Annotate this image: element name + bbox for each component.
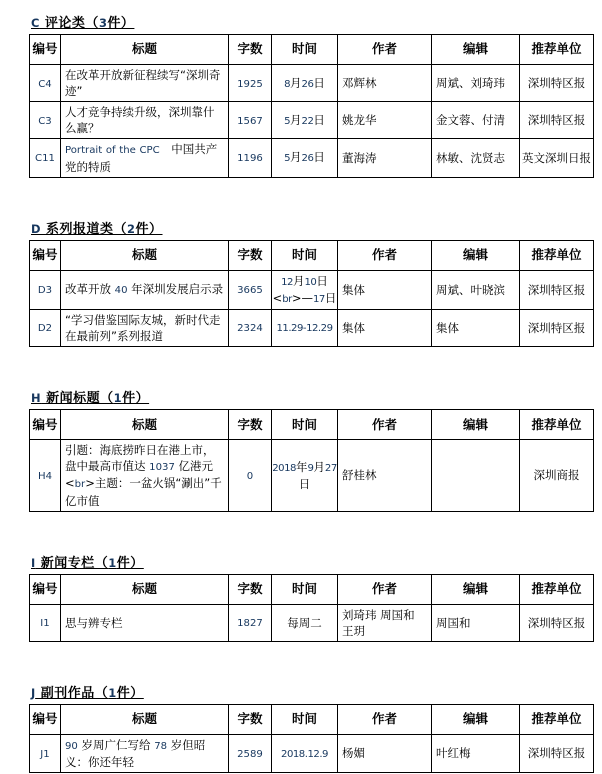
column-header: 编号 bbox=[30, 35, 61, 65]
cell-recommending-unit: 深圳特区报 bbox=[520, 65, 594, 102]
cell-recommending-unit: 深圳特区报 bbox=[520, 102, 594, 139]
cell-number: H4 bbox=[30, 440, 61, 512]
cell-title: 改革开放 40 年深圳发展启示录 bbox=[61, 270, 229, 309]
column-header: 推荐单位 bbox=[520, 704, 594, 734]
cell-word-count: 0 bbox=[229, 440, 272, 512]
cell-number: D3 bbox=[30, 270, 61, 309]
cell-title: Portrait of the CPC 中国共产党的特质 bbox=[61, 139, 229, 177]
column-header: 字数 bbox=[229, 410, 272, 440]
cell-time: 2018年9月27日 bbox=[272, 440, 338, 512]
cell-author: 姚龙华 bbox=[338, 102, 432, 139]
column-header: 时间 bbox=[272, 410, 338, 440]
column-header: 作者 bbox=[338, 240, 432, 270]
cell-word-count: 2589 bbox=[229, 734, 272, 772]
cell-time: 每周二 bbox=[272, 604, 338, 641]
column-header: 时间 bbox=[272, 704, 338, 734]
cell-number: C4 bbox=[30, 65, 61, 102]
cell-editor: 周国和 bbox=[432, 604, 520, 641]
cell-time: 5月22日 bbox=[272, 102, 338, 139]
section bbox=[29, 552, 594, 642]
cell-editor: 金文蓉、付清 bbox=[432, 102, 520, 139]
column-header: 作者 bbox=[338, 410, 432, 440]
cell-author: 邓辉林 bbox=[338, 65, 432, 102]
column-header: 标题 bbox=[61, 410, 229, 440]
cell-author: 董海涛 bbox=[338, 139, 432, 177]
column-header: 编号 bbox=[30, 704, 61, 734]
awards-table bbox=[29, 34, 594, 178]
column-header: 字数 bbox=[229, 574, 272, 604]
table-row bbox=[30, 734, 594, 772]
column-header: 编辑 bbox=[432, 574, 520, 604]
cell-number: J1 bbox=[30, 734, 61, 772]
table-row bbox=[30, 440, 594, 512]
cell-editor: 周斌、刘琦玮 bbox=[432, 65, 520, 102]
section bbox=[29, 682, 594, 773]
cell-author: 集体 bbox=[338, 270, 432, 309]
section-heading-H: H 新闻标题（1件） bbox=[31, 391, 150, 407]
column-header: 标题 bbox=[61, 240, 229, 270]
cell-title: 引题：海底捞昨日在港上市，盘中最高市值达 1037 亿港元<br>主题：一盆火锅“涮出”千亿市值 bbox=[61, 440, 229, 512]
cell-word-count: 1827 bbox=[229, 604, 272, 641]
column-header: 编辑 bbox=[432, 704, 520, 734]
cell-word-count: 3665 bbox=[229, 270, 272, 309]
cell-author: 刘琦玮 周国和 王玥 bbox=[338, 604, 432, 641]
section bbox=[29, 12, 594, 178]
cell-editor: 叶红梅 bbox=[432, 734, 520, 772]
table-row bbox=[30, 309, 594, 346]
cell-author: 集体 bbox=[338, 309, 432, 346]
table-header-row bbox=[30, 574, 594, 604]
cell-time: 5月26日 bbox=[272, 139, 338, 177]
column-header: 编号 bbox=[30, 240, 61, 270]
cell-editor: 林敏、沈贤志 bbox=[432, 139, 520, 177]
column-header: 标题 bbox=[61, 704, 229, 734]
section-heading-D: D 系列报道类（2件） bbox=[31, 221, 163, 237]
cell-recommending-unit: 深圳特区报 bbox=[520, 604, 594, 641]
cell-time: 12月10日<br>—17日 bbox=[272, 270, 338, 309]
table-row bbox=[30, 102, 594, 139]
column-header: 编号 bbox=[30, 410, 61, 440]
cell-recommending-unit: 深圳商报 bbox=[520, 440, 594, 512]
table-row bbox=[30, 270, 594, 309]
column-header: 作者 bbox=[338, 704, 432, 734]
column-header: 时间 bbox=[272, 240, 338, 270]
cell-word-count: 2324 bbox=[229, 309, 272, 346]
cell-title: 人才竞争持续升级，深圳靠什么赢？ bbox=[61, 102, 229, 139]
cell-word-count: 1567 bbox=[229, 102, 272, 139]
cell-number: D2 bbox=[30, 309, 61, 346]
cell-time: 8月26日 bbox=[272, 65, 338, 102]
column-header: 推荐单位 bbox=[520, 574, 594, 604]
column-header: 编号 bbox=[30, 574, 61, 604]
column-header: 字数 bbox=[229, 240, 272, 270]
column-header: 推荐单位 bbox=[520, 410, 594, 440]
awards-table bbox=[29, 240, 594, 348]
awards-table bbox=[29, 704, 594, 773]
cell-title: 思与辨专栏 bbox=[61, 604, 229, 641]
column-header: 标题 bbox=[61, 35, 229, 65]
section-heading-I: I 新闻专栏（1件） bbox=[31, 555, 144, 571]
cell-editor bbox=[432, 440, 520, 512]
cell-number: C11 bbox=[30, 139, 61, 177]
column-header: 字数 bbox=[229, 35, 272, 65]
column-header: 时间 bbox=[272, 574, 338, 604]
cell-editor: 集体 bbox=[432, 309, 520, 346]
column-header: 时间 bbox=[272, 35, 338, 65]
section bbox=[29, 387, 594, 512]
column-header: 编辑 bbox=[432, 240, 520, 270]
awards-table bbox=[29, 409, 594, 512]
cell-recommending-unit: 深圳特区报 bbox=[520, 734, 594, 772]
table-row bbox=[30, 65, 594, 102]
column-header: 编辑 bbox=[432, 35, 520, 65]
table-header-row bbox=[30, 35, 594, 65]
cell-title: 90 岁周广仁写给 78 岁但昭义：你还年轻 bbox=[61, 734, 229, 772]
cell-time: 11.29-12.29 bbox=[272, 309, 338, 346]
section-heading-J: J 副刊作品（1件） bbox=[31, 685, 144, 701]
column-header: 字数 bbox=[229, 704, 272, 734]
column-header: 作者 bbox=[338, 35, 432, 65]
cell-number: C3 bbox=[30, 102, 61, 139]
table-row bbox=[30, 604, 594, 641]
section-heading-C: C 评论类（3件） bbox=[31, 16, 135, 31]
table-header-row bbox=[30, 704, 594, 734]
cell-title: 在改革开放新征程续写“深圳奇迹” bbox=[61, 65, 229, 102]
column-header: 编辑 bbox=[432, 410, 520, 440]
column-header: 标题 bbox=[61, 574, 229, 604]
cell-title: “学习借鉴国际友城，新时代走在最前列”系列报道 bbox=[61, 309, 229, 346]
awards-table bbox=[29, 574, 594, 642]
column-header: 推荐单位 bbox=[520, 35, 594, 65]
cell-author: 舒桂林 bbox=[338, 440, 432, 512]
cell-time: 2018.12.9 bbox=[272, 734, 338, 772]
table-header-row bbox=[30, 240, 594, 270]
cell-recommending-unit: 深圳特区报 bbox=[520, 309, 594, 346]
cell-recommending-unit: 深圳特区报 bbox=[520, 270, 594, 309]
cell-editor: 周斌、叶晓滨 bbox=[432, 270, 520, 309]
table-header-row bbox=[30, 410, 594, 440]
cell-recommending-unit: 英文深圳日报 bbox=[520, 139, 594, 177]
table-row bbox=[30, 139, 594, 177]
cell-author: 杨媚 bbox=[338, 734, 432, 772]
cell-word-count: 1925 bbox=[229, 65, 272, 102]
column-header: 作者 bbox=[338, 574, 432, 604]
cell-word-count: 1196 bbox=[229, 139, 272, 177]
section bbox=[29, 218, 594, 348]
cell-number: I1 bbox=[30, 604, 61, 641]
column-header: 推荐单位 bbox=[520, 240, 594, 270]
